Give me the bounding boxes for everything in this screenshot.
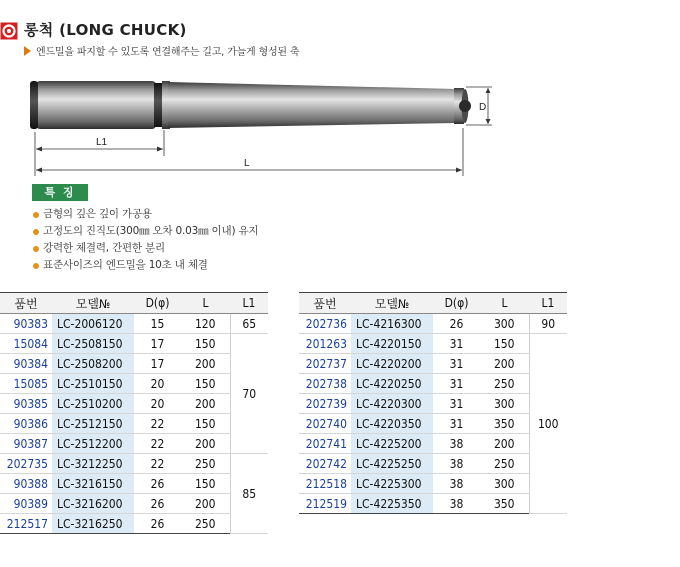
diameter: 38 bbox=[433, 474, 480, 494]
length: 250 bbox=[480, 374, 529, 394]
part-number: 201263 bbox=[299, 334, 351, 354]
table-row bbox=[299, 374, 567, 394]
length: 150 bbox=[181, 474, 230, 494]
spec-table-left bbox=[0, 292, 268, 534]
table-row bbox=[0, 374, 268, 394]
model-number: LC-2512150 bbox=[52, 414, 134, 434]
table-row bbox=[299, 314, 567, 334]
table-row bbox=[299, 454, 567, 474]
model-number: LC-4216300 bbox=[351, 314, 433, 334]
model-number: LC-3216200 bbox=[52, 494, 134, 514]
length: 120 bbox=[181, 314, 230, 334]
length-l1: 70 bbox=[230, 334, 268, 454]
table-row bbox=[299, 394, 567, 414]
diameter: 38 bbox=[433, 454, 480, 474]
part-number: 90387 bbox=[0, 434, 52, 454]
diameter: 22 bbox=[134, 454, 181, 474]
table-row bbox=[299, 354, 567, 374]
diameter: 20 bbox=[134, 394, 181, 414]
label-l: L bbox=[244, 158, 250, 169]
label-d: D bbox=[479, 102, 487, 113]
table-row bbox=[0, 434, 268, 454]
model-number: LC-2508150 bbox=[52, 334, 134, 354]
part-number: 202741 bbox=[299, 434, 351, 454]
diameter: 26 bbox=[134, 514, 181, 534]
length: 200 bbox=[480, 354, 529, 374]
diameter: 38 bbox=[433, 434, 480, 454]
col-header-l1: L1 bbox=[529, 293, 567, 314]
part-number: 202738 bbox=[299, 374, 351, 394]
model-number: LC-3216150 bbox=[52, 474, 134, 494]
diameter: 31 bbox=[433, 414, 480, 434]
table-row bbox=[299, 494, 567, 514]
long-chuck-drawing bbox=[0, 60, 500, 182]
chuck-body bbox=[168, 82, 456, 128]
model-number: LC-4220200 bbox=[351, 354, 433, 374]
part-number: 202739 bbox=[299, 394, 351, 414]
diameter: 17 bbox=[134, 354, 181, 374]
diameter: 22 bbox=[134, 414, 181, 434]
diameter: 26 bbox=[134, 494, 181, 514]
col-header-d: D(φ) bbox=[433, 293, 480, 314]
part-number: 212517 bbox=[0, 514, 52, 534]
length: 200 bbox=[181, 434, 230, 454]
model-number: LC-2510150 bbox=[52, 374, 134, 394]
model-number: LC-3212250 bbox=[52, 454, 134, 474]
feature-item: 표준사이즈의 엔드밀을 10초 내 체결 bbox=[32, 257, 258, 274]
part-number: 202736 bbox=[299, 314, 351, 334]
model-number: LC-2512200 bbox=[52, 434, 134, 454]
length-l1: 100 bbox=[529, 334, 567, 514]
length: 250 bbox=[181, 454, 230, 474]
diameter: 31 bbox=[433, 374, 480, 394]
table-row bbox=[299, 474, 567, 494]
diameter: 22 bbox=[134, 434, 181, 454]
col-header-l: L bbox=[181, 293, 230, 314]
model-number: LC-2508200 bbox=[52, 354, 134, 374]
col-header-l1: L1 bbox=[230, 293, 268, 314]
length: 200 bbox=[181, 394, 230, 414]
table-row bbox=[0, 394, 268, 414]
part-number: 202740 bbox=[299, 414, 351, 434]
length: 350 bbox=[480, 494, 529, 514]
table-row bbox=[299, 434, 567, 454]
length-l1: 90 bbox=[529, 314, 567, 334]
model-number: LC-4220150 bbox=[351, 334, 433, 354]
features-badge: 특 징 bbox=[32, 184, 88, 201]
diameter: 17 bbox=[134, 334, 181, 354]
part-number: 202742 bbox=[299, 454, 351, 474]
length: 350 bbox=[480, 414, 529, 434]
part-number: 90388 bbox=[0, 474, 52, 494]
part-number: 202735 bbox=[0, 454, 52, 474]
table-row bbox=[0, 354, 268, 374]
feature-item: 강력한 체결력, 간편한 분리 bbox=[32, 240, 258, 257]
model-number: LC-4225350 bbox=[351, 494, 433, 514]
diameter: 15 bbox=[134, 314, 181, 334]
model-number: LC-4220250 bbox=[351, 374, 433, 394]
diameter: 26 bbox=[134, 474, 181, 494]
length-l1: 65 bbox=[230, 314, 268, 334]
part-number: 15085 bbox=[0, 374, 52, 394]
diameter: 31 bbox=[433, 394, 480, 414]
product-description: 엔드밀을 파지할 수 있도록 연결해주는 길고, 가늘게 형성된 축 bbox=[36, 47, 300, 58]
diameter: 31 bbox=[433, 354, 480, 374]
part-number: 212518 bbox=[299, 474, 351, 494]
col-header-model: 모델№ bbox=[52, 293, 134, 314]
part-number: 212519 bbox=[299, 494, 351, 514]
diameter: 38 bbox=[433, 494, 480, 514]
diameter: 20 bbox=[134, 374, 181, 394]
table-row bbox=[0, 334, 268, 354]
table-row bbox=[0, 474, 268, 494]
model-number: LC-4220350 bbox=[351, 414, 433, 434]
length: 300 bbox=[480, 314, 529, 334]
part-number: 202737 bbox=[299, 354, 351, 374]
model-number: LC-4225250 bbox=[351, 454, 433, 474]
part-number: 90386 bbox=[0, 414, 52, 434]
length-l1: 85 bbox=[230, 454, 268, 534]
table-row bbox=[0, 454, 268, 474]
diameter: 31 bbox=[433, 334, 480, 354]
length: 250 bbox=[181, 514, 230, 534]
length: 200 bbox=[181, 354, 230, 374]
length: 200 bbox=[181, 494, 230, 514]
table-row bbox=[299, 334, 567, 354]
feature-item: 금형의 깊은 깊이 가공용 bbox=[32, 206, 258, 223]
length: 300 bbox=[480, 474, 529, 494]
col-header-l: L bbox=[480, 293, 529, 314]
table-row bbox=[0, 494, 268, 514]
arrow-right-icon bbox=[24, 46, 31, 56]
table-row bbox=[299, 414, 567, 434]
length: 150 bbox=[181, 374, 230, 394]
model-number: LC-4225200 bbox=[351, 434, 433, 454]
part-number: 90389 bbox=[0, 494, 52, 514]
col-header-d: D(φ) bbox=[134, 293, 181, 314]
shank-body bbox=[36, 81, 156, 129]
part-number: 90383 bbox=[0, 314, 52, 334]
length: 250 bbox=[480, 454, 529, 474]
model-number: LC-3216250 bbox=[52, 514, 134, 534]
col-header-part: 품번 bbox=[0, 293, 52, 314]
length: 200 bbox=[480, 434, 529, 454]
length: 150 bbox=[480, 334, 529, 354]
diameter: 26 bbox=[433, 314, 480, 334]
page-title: 롱척 (LONG CHUCK) bbox=[24, 21, 187, 39]
length: 150 bbox=[181, 334, 230, 354]
table-row bbox=[0, 514, 268, 534]
product-icon bbox=[0, 22, 18, 40]
table-row bbox=[0, 314, 268, 334]
part-number: 90385 bbox=[0, 394, 52, 414]
shank-end bbox=[30, 81, 38, 129]
model-number: LC-2006120 bbox=[52, 314, 134, 334]
col-header-model: 모델№ bbox=[351, 293, 433, 314]
model-number: LC-4220300 bbox=[351, 394, 433, 414]
part-number: 90384 bbox=[0, 354, 52, 374]
part-number: 15084 bbox=[0, 334, 52, 354]
table-row bbox=[0, 414, 268, 434]
features-list bbox=[32, 206, 258, 274]
model-number: LC-2510200 bbox=[52, 394, 134, 414]
col-header-part: 품번 bbox=[299, 293, 351, 314]
label-l1: L1 bbox=[96, 137, 108, 148]
feature-item: 고정도의 진직도(300㎜ 오차 0.03㎜ 이내) 유지 bbox=[32, 223, 258, 240]
model-number: LC-4225300 bbox=[351, 474, 433, 494]
spec-table-right bbox=[299, 292, 567, 514]
length: 300 bbox=[480, 394, 529, 414]
length: 150 bbox=[181, 414, 230, 434]
